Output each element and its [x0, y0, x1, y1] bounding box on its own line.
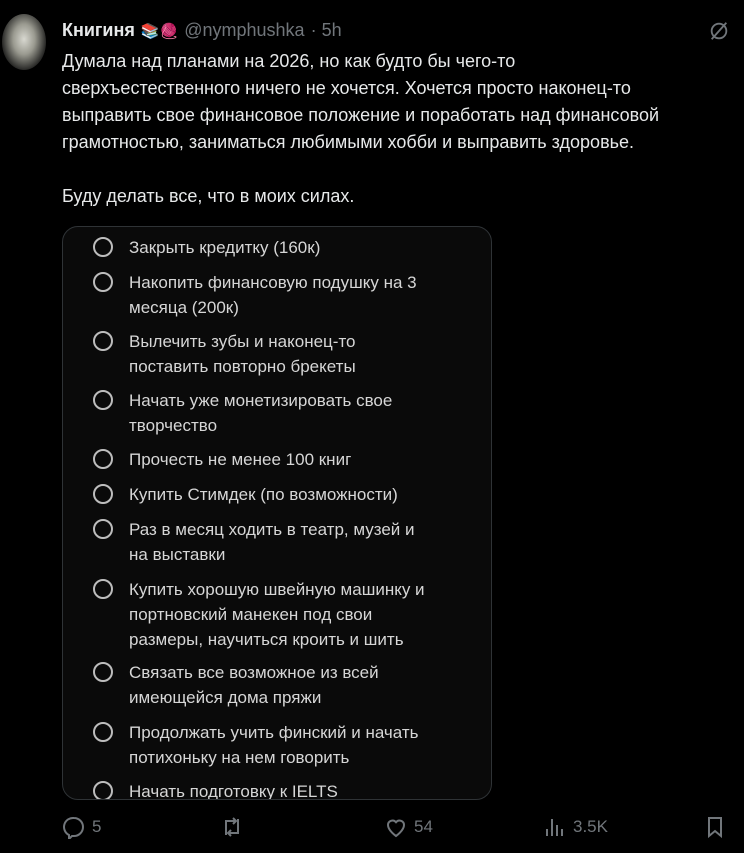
author-emoji: 📚🧶	[140, 22, 179, 40]
checkbox-circle-icon	[93, 722, 113, 742]
checkbox-circle-icon	[93, 781, 113, 800]
post-time[interactable]: · 5h	[310, 20, 342, 40]
heart-icon	[384, 815, 408, 839]
author-name[interactable]: Книгиня	[62, 20, 135, 40]
tweet-header	[62, 20, 342, 41]
bookmark-icon	[703, 815, 727, 839]
reply-count: 5	[92, 817, 102, 836]
checkbox-circle-icon	[93, 272, 113, 292]
repost-icon	[220, 815, 244, 839]
like-count: 54	[414, 817, 433, 836]
checkbox-circle-icon	[93, 662, 113, 682]
repost-button[interactable]	[220, 815, 244, 839]
tweet-text: Думала над планами на 2026, но как будто бы чего-то сверхъестественного ничего не хочется. Хочется просто наконец-то выправить свое финансовое положение и поработать над финансовой грамотностью, заниматься любимыми хобби и выправить здоровье. Буду делать все, что в моих силах.	[62, 51, 660, 206]
checkbox-circle-icon	[93, 484, 113, 504]
views-button[interactable]	[543, 815, 608, 839]
avatar[interactable]	[2, 14, 46, 70]
views-count: 3.5K	[573, 817, 608, 836]
reply-icon	[62, 815, 86, 839]
author-handle[interactable]: @nymphushka	[184, 20, 305, 40]
reply-button[interactable]	[62, 815, 101, 839]
checkbox-circle-icon	[93, 390, 113, 410]
grok-icon[interactable]	[708, 20, 730, 42]
bookmark-button[interactable]	[703, 815, 727, 839]
checkbox-circle-icon	[93, 519, 113, 539]
checkbox-circle-icon	[93, 449, 113, 469]
tweet-actions	[0, 815, 744, 845]
attached-image-checklist[interactable]: Закрыть кредитку (160к) Накопить финансовую подушку на 3 месяца (200к) Вылечить зубы и наконец-то поставить повторно брекеты Начать уже монетизировать свое творчество Прочесть не менее 100 книг Купить Стимдек (по возможности) Раз в месяц ходить в театр, музей и на выставки Купить хорошую швейную машинку и портновский манекен под свои размеры, научиться кроить и шить Связать все возможное из всей имеющейся дома пряжи Продолжать учить финский и начать потихоньку на нем говорить Начать подготовку к IELTS	[62, 226, 492, 800]
views-chart-icon	[543, 815, 567, 839]
checkbox-circle-icon	[93, 579, 113, 599]
checkbox-circle-icon	[93, 331, 113, 351]
like-button[interactable]	[384, 815, 433, 839]
checkbox-circle-icon	[93, 237, 113, 257]
